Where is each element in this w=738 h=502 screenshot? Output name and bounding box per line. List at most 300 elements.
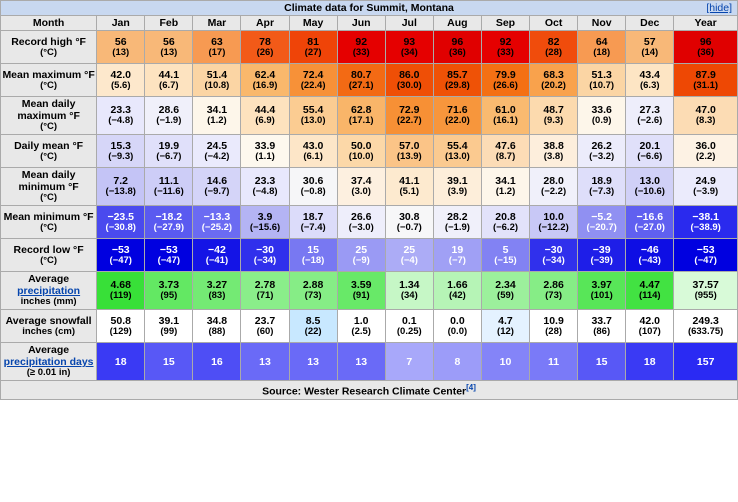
cell-value: 34.1 (206, 104, 228, 117)
cell-secondary-value: (91) (352, 290, 370, 302)
cell-value: 5 (502, 243, 509, 256)
data-cell (385, 64, 433, 97)
data-cell (97, 310, 145, 343)
row-label (1, 310, 97, 343)
cell-value: 34.8 (206, 314, 228, 327)
data-cell (289, 64, 337, 97)
row-label-main: Mean daily minimum °F (18, 169, 79, 194)
cell-secondary-value: (42) (448, 290, 466, 302)
column-header-may: May (289, 16, 337, 31)
data-cell (241, 168, 289, 206)
cell-secondary-value: (9.3) (543, 115, 564, 127)
data-cell (578, 31, 626, 64)
page-title: Climate data for Summit, Montana (284, 2, 454, 14)
source-row (1, 381, 738, 400)
data-cell (145, 168, 193, 206)
cell-secondary-value: (28) (545, 325, 563, 337)
column-header-nov: Nov (578, 16, 626, 31)
cell-value: 92 (355, 35, 368, 48)
column-header-row (1, 16, 738, 31)
cell-value: 7 (406, 355, 413, 368)
cell-value: 63 (211, 35, 223, 48)
cell-secondary-value: (60) (256, 325, 274, 337)
cell-value: 56 (162, 35, 175, 48)
data-cell (337, 135, 385, 168)
column-header-year: Year (674, 16, 738, 31)
cell-secondary-value: (−27.0) (634, 221, 665, 233)
cell-secondary-value: (−38.9) (690, 221, 721, 233)
cell-secondary-value: (−0.7) (396, 221, 422, 233)
cell-secondary-value: (5.6) (110, 79, 131, 91)
cell-secondary-value: (13.9) (396, 150, 422, 162)
data-cell (193, 272, 241, 310)
cell-secondary-value: (−4.2) (204, 150, 230, 162)
cell-value: 56 (114, 35, 127, 48)
cell-value: 47.6 (495, 139, 516, 152)
cell-secondary-value: (−47) (694, 254, 717, 266)
data-cell (433, 64, 481, 97)
data-cell (241, 239, 289, 272)
data-cell (193, 343, 241, 381)
cell-secondary-value: (−3.0) (348, 221, 374, 233)
cell-secondary-value: (30.0) (396, 79, 422, 91)
cell-value: 10 (499, 355, 512, 368)
row-label (1, 206, 97, 239)
cell-value: −13.3 (203, 210, 231, 223)
data-cell (241, 206, 289, 239)
data-cell (193, 168, 241, 206)
data-cell (337, 272, 385, 310)
cell-secondary-value: (−6.6) (637, 150, 663, 162)
cell-secondary-value: (3.0) (351, 186, 371, 198)
cell-secondary-value: (−34) (253, 254, 277, 266)
row-label (1, 272, 97, 310)
cell-value: 16 (211, 355, 223, 368)
cell-value: 23.3 (110, 104, 131, 117)
data-cell (145, 206, 193, 239)
cell-value: 10.9 (543, 314, 564, 327)
cell-secondary-value: (0.25) (396, 325, 422, 337)
cell-value: 26.6 (350, 210, 372, 223)
cell-value: 33.9 (254, 139, 276, 152)
cell-value: 93 (403, 35, 416, 48)
cell-value: 51.4 (206, 68, 228, 81)
table-row (1, 272, 738, 310)
data-cell (145, 310, 193, 343)
row-label-main: Mean minimum °F (3, 210, 94, 223)
row-label-main: Average (28, 273, 70, 286)
table-row (1, 135, 738, 168)
cell-secondary-value: (−39) (590, 254, 613, 266)
data-cell (385, 272, 433, 310)
cell-secondary-value: (16.9) (252, 79, 278, 91)
cell-secondary-value: (34) (400, 290, 418, 302)
cell-value: 34.1 (495, 175, 516, 188)
data-cell (145, 343, 193, 381)
cell-value: 18 (643, 355, 656, 368)
cell-value: 64 (595, 35, 608, 48)
cell-value: 43.0 (302, 139, 324, 152)
cell-value: 1.0 (353, 314, 369, 327)
cell-secondary-value: (8.3) (695, 115, 716, 127)
cell-value: 33.6 (591, 104, 612, 117)
cell-value: −18.2 (155, 210, 183, 223)
data-cell (578, 272, 626, 310)
data-cell (626, 31, 674, 64)
cell-value: 20.1 (639, 139, 660, 152)
data-cell (145, 272, 193, 310)
cell-value: 72.9 (399, 104, 420, 117)
data-cell (481, 64, 529, 97)
data-cell (674, 64, 738, 97)
row-label (1, 97, 97, 135)
table-row (1, 239, 738, 272)
cell-value: 15 (162, 355, 175, 368)
cell-secondary-value: (13.0) (444, 150, 470, 162)
cell-value: 20.8 (495, 210, 516, 223)
data-cell (481, 135, 529, 168)
cell-secondary-value: (−47) (109, 254, 132, 266)
cell-secondary-value: (95) (160, 290, 178, 302)
cell-secondary-value: (129) (109, 325, 132, 337)
cell-secondary-value: (−43) (638, 254, 661, 266)
cell-value: 36.0 (695, 139, 716, 152)
cell-value: 2.86 (543, 279, 564, 292)
data-cell (385, 239, 433, 272)
cell-value: 13 (307, 355, 319, 368)
data-cell (97, 135, 145, 168)
cell-value: 27.3 (639, 104, 660, 117)
data-cell (97, 64, 145, 97)
column-header-jul: Jul (385, 16, 433, 31)
cell-value: −16.6 (636, 210, 664, 223)
column-header-month: Month (1, 16, 97, 31)
data-cell (385, 31, 433, 64)
source-cell (1, 381, 738, 400)
data-cell (337, 168, 385, 206)
cell-secondary-value: (73) (304, 290, 322, 302)
cell-value: 10.0 (543, 210, 564, 223)
column-header-dec: Dec (626, 16, 674, 31)
data-cell (626, 343, 674, 381)
data-cell (578, 168, 626, 206)
row-label-unit: (°C) (40, 221, 58, 233)
cell-secondary-value: (20.2) (541, 79, 566, 91)
cell-value: 4.68 (110, 279, 131, 292)
cell-secondary-value: (26) (256, 46, 274, 58)
data-cell (193, 64, 241, 97)
data-cell (578, 64, 626, 97)
cell-secondary-value: (−13.8) (105, 186, 136, 198)
cell-secondary-value: (3.9) (447, 186, 468, 198)
data-cell (337, 310, 385, 343)
column-header-oct: Oct (530, 16, 578, 31)
cell-secondary-value: (−47) (157, 254, 181, 266)
cell-secondary-value: (14) (641, 46, 659, 58)
cell-value: 44.1 (158, 68, 180, 81)
cell-secondary-value: (6.9) (255, 115, 275, 127)
cell-secondary-value: (88) (208, 325, 226, 337)
source-text: Source: Wester Research Climate Center (262, 385, 467, 398)
data-cell (481, 239, 529, 272)
cell-secondary-value: (−18) (301, 254, 325, 266)
cell-secondary-value: (31.1) (693, 79, 719, 91)
data-cell (530, 206, 578, 239)
data-cell (337, 239, 385, 272)
cell-secondary-value: (10.0) (348, 150, 374, 162)
cell-value: 48.7 (543, 104, 564, 117)
cell-secondary-value: (−11.6) (153, 186, 184, 198)
cell-value: 28.6 (158, 104, 180, 117)
cell-secondary-value: (10.8) (204, 79, 230, 91)
cell-value: 44.4 (254, 104, 276, 117)
data-cell (289, 31, 337, 64)
cell-secondary-value: (1.2) (495, 186, 516, 198)
data-cell (289, 272, 337, 310)
column-header-mar: Mar (193, 16, 241, 31)
data-cell (289, 168, 337, 206)
cell-secondary-value: (16.1) (493, 115, 518, 127)
cell-secondary-value: (−4.8) (252, 186, 278, 198)
cell-value: −23.5 (107, 210, 135, 223)
data-cell (337, 31, 385, 64)
data-cell (530, 64, 578, 97)
hide-link[interactable]: [hide] (706, 2, 732, 14)
cell-value: −30 (256, 243, 274, 256)
data-cell (433, 97, 481, 135)
cell-secondary-value: (−2.2) (541, 186, 567, 198)
cell-value: 50.8 (110, 314, 131, 327)
cell-value: 19.9 (158, 139, 180, 152)
data-cell (289, 239, 337, 272)
cell-secondary-value: (−41) (205, 254, 229, 266)
cell-value: −53 (159, 243, 178, 256)
data-cell (674, 272, 738, 310)
data-cell (433, 343, 481, 381)
cell-value: 23.3 (254, 175, 276, 188)
cell-value: −5.2 (591, 210, 613, 223)
cell-secondary-value: (6.3) (639, 79, 660, 91)
cell-secondary-value: (−30.8) (105, 221, 136, 233)
cell-secondary-value: (13.0) (300, 115, 326, 127)
table-row (1, 97, 738, 135)
cell-secondary-value: (12) (497, 325, 514, 337)
source-reference-link[interactable]: [4] (466, 383, 476, 393)
column-header-feb: Feb (145, 16, 193, 31)
cell-secondary-value: (−1.9) (444, 221, 470, 233)
cell-secondary-value: (2.5) (351, 325, 371, 337)
row-label-main: Mean maximum °F (2, 68, 95, 81)
data-cell (337, 206, 385, 239)
data-cell (578, 97, 626, 135)
data-cell (97, 168, 145, 206)
cell-value: −53 (696, 243, 715, 256)
data-cell (481, 272, 529, 310)
cell-value: 3.59 (350, 279, 372, 292)
data-cell (530, 343, 578, 381)
column-header-jan: Jan (97, 16, 145, 31)
cell-value: 25 (403, 243, 416, 256)
cell-secondary-value: (99) (160, 325, 178, 337)
cell-value: 8 (454, 355, 461, 368)
cell-value: 0.1 (401, 314, 417, 327)
row-label-link[interactable]: precipitation days (3, 356, 94, 369)
cell-secondary-value: (−6.7) (156, 150, 182, 162)
data-cell (241, 272, 289, 310)
cell-value: 13.0 (639, 175, 660, 188)
cell-value: 62.8 (350, 104, 372, 117)
data-cell (433, 310, 481, 343)
data-cell (97, 31, 145, 64)
cell-value: 57 (643, 35, 656, 48)
cell-secondary-value: (3.8) (543, 150, 564, 162)
row-label-main: Average snowfall (5, 314, 92, 327)
table-row (1, 206, 738, 239)
cell-secondary-value: (33) (352, 46, 370, 58)
data-cell (530, 135, 578, 168)
data-cell (433, 135, 481, 168)
cell-value: 71.6 (447, 104, 468, 117)
cell-value: 11 (548, 355, 560, 368)
cell-value: 33.7 (591, 314, 612, 327)
cell-value: 38.8 (543, 139, 564, 152)
cell-secondary-value: (2.2) (695, 150, 716, 162)
data-cell (626, 239, 674, 272)
row-label-unit: (≥ 0.01 in) (26, 367, 71, 379)
data-cell (530, 97, 578, 135)
data-cell (241, 343, 289, 381)
cell-value: 15.3 (110, 139, 131, 152)
cell-secondary-value: (119) (109, 290, 132, 302)
row-label (1, 168, 97, 206)
cell-value: 249.3 (692, 314, 719, 327)
row-label-unit: (°C) (40, 121, 58, 133)
cell-value: 3.27 (206, 279, 228, 292)
cell-value: 8.5 (305, 314, 321, 327)
cell-secondary-value: (−12.2) (538, 221, 569, 233)
data-cell (530, 168, 578, 206)
row-label-unit: (°C) (40, 79, 58, 91)
row-label-link[interactable]: precipitation (17, 285, 81, 298)
cell-secondary-value: (−4.8) (108, 115, 134, 127)
cell-value: 37.4 (350, 175, 372, 188)
cell-secondary-value: (6.1) (303, 150, 323, 162)
cell-value: 2.78 (254, 279, 276, 292)
cell-value: 41.1 (399, 175, 420, 188)
cell-value: 50.0 (350, 139, 372, 152)
cell-secondary-value: (18) (593, 46, 611, 58)
cell-value: 28.0 (543, 175, 564, 188)
cell-secondary-value: (−15.6) (249, 221, 281, 233)
cell-secondary-value: (955) (694, 290, 717, 302)
cell-value: 92 (499, 35, 512, 48)
data-cell (674, 206, 738, 239)
cell-value: 39.1 (158, 314, 180, 327)
cell-value: 68.3 (543, 68, 564, 81)
cell-secondary-value: (1.2) (207, 115, 227, 127)
cell-value: 23.7 (254, 314, 276, 327)
row-label-main: Record high °F (11, 35, 86, 48)
cell-secondary-value: (36) (697, 46, 715, 58)
cell-value: 78 (259, 35, 271, 48)
cell-secondary-value: (33) (497, 46, 514, 58)
data-cell (385, 168, 433, 206)
column-header-sep: Sep (481, 16, 529, 31)
cell-secondary-value: (22) (304, 325, 322, 337)
cell-secondary-value: (34) (400, 46, 418, 58)
data-cell (97, 206, 145, 239)
cell-value: 80.7 (350, 68, 372, 81)
data-cell (674, 310, 738, 343)
cell-secondary-value: (17) (208, 46, 226, 58)
row-label (1, 239, 97, 272)
cell-secondary-value: (73) (545, 290, 563, 302)
cell-secondary-value: (36) (448, 46, 466, 58)
cell-value: 28.2 (447, 210, 468, 223)
cell-secondary-value: (59) (497, 290, 514, 302)
table-title-cell (1, 1, 738, 16)
data-cell (97, 272, 145, 310)
cell-secondary-value: (−0.8) (300, 186, 326, 198)
cell-value: 4.47 (639, 279, 660, 292)
cell-value: 1.34 (399, 279, 420, 292)
data-cell (97, 239, 145, 272)
data-cell (626, 135, 674, 168)
data-cell (433, 239, 481, 272)
data-cell (241, 64, 289, 97)
cell-value: 19 (451, 243, 464, 256)
row-label-unit: (°C) (40, 46, 58, 58)
data-cell (193, 239, 241, 272)
cell-value: 81 (307, 35, 319, 48)
cell-value: 30.6 (302, 175, 324, 188)
data-cell (385, 135, 433, 168)
data-cell (530, 272, 578, 310)
cell-secondary-value: (−15) (494, 254, 517, 266)
data-cell (385, 343, 433, 381)
cell-value: 4.7 (498, 314, 513, 327)
cell-value: 96 (699, 35, 712, 48)
cell-secondary-value: (71) (256, 290, 274, 302)
data-cell (433, 206, 481, 239)
row-label-unit: inches (mm) (20, 296, 77, 308)
cell-value: −38.1 (692, 210, 719, 223)
data-cell (241, 31, 289, 64)
cell-secondary-value: (−2.6) (637, 115, 663, 127)
data-cell (626, 272, 674, 310)
cell-secondary-value: (13) (160, 46, 178, 58)
cell-secondary-value: (−3.9) (693, 186, 719, 198)
cell-secondary-value: (−7) (448, 254, 466, 266)
cell-secondary-value: (6.7) (159, 79, 179, 91)
cell-value: 82 (547, 35, 560, 48)
cell-value: −53 (111, 243, 130, 256)
cell-value: 3.73 (158, 279, 180, 292)
cell-value: 18 (114, 355, 127, 368)
cell-secondary-value: (−1.9) (156, 115, 182, 127)
row-label (1, 31, 97, 64)
cell-secondary-value: (0.0) (447, 325, 468, 337)
data-cell (674, 168, 738, 206)
data-cell (289, 206, 337, 239)
cell-value: 13 (259, 355, 271, 368)
data-cell (626, 64, 674, 97)
data-cell (385, 206, 433, 239)
cell-value: 18.9 (591, 175, 612, 188)
cell-value: 42.0 (110, 68, 131, 81)
row-label-main: Mean daily maximum °F (17, 98, 80, 123)
cell-secondary-value: (83) (208, 290, 226, 302)
